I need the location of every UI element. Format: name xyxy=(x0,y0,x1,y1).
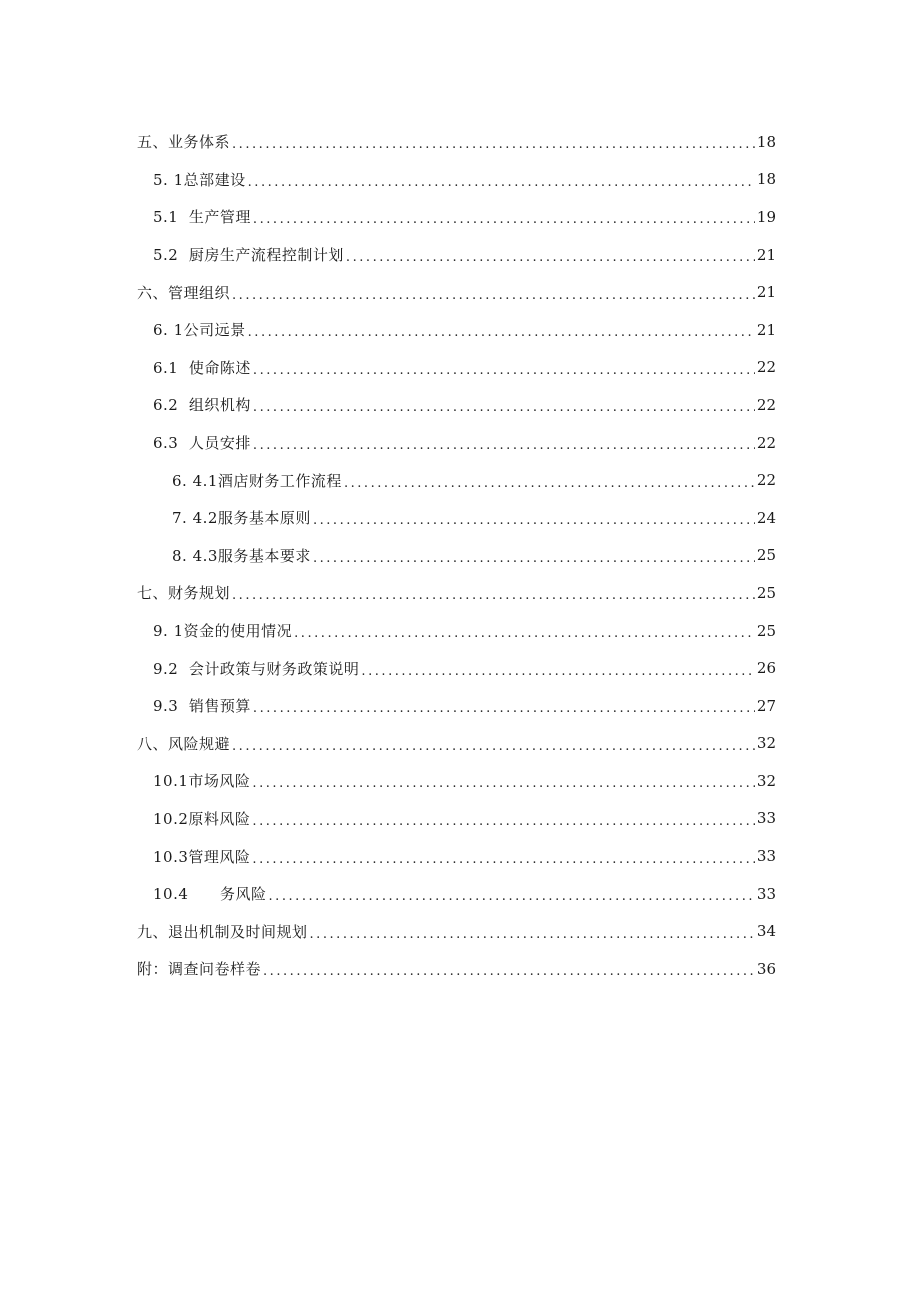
dot-leader xyxy=(253,212,755,227)
toc-entry[interactable] xyxy=(0,123,920,161)
toc-page-number: 32 xyxy=(756,734,776,753)
toc-entry-label: 五、业务体系 xyxy=(137,133,231,152)
dot-leader xyxy=(252,776,755,791)
toc-entry[interactable] xyxy=(0,424,920,462)
dot-leader xyxy=(269,889,755,904)
table-of-contents xyxy=(0,123,920,988)
toc-entry[interactable] xyxy=(0,386,920,424)
toc-entry[interactable] xyxy=(0,574,920,612)
toc-entry-label: 九、退出机制及时间规划 xyxy=(137,922,308,941)
toc-entry[interactable] xyxy=(0,461,920,499)
toc-entry[interactable] xyxy=(0,161,920,199)
toc-entry-label: 6.1 使命陈述 xyxy=(153,358,251,377)
toc-page-number: 21 xyxy=(756,245,776,264)
toc-page-number: 33 xyxy=(756,847,776,866)
toc-page-number: 18 xyxy=(756,170,776,189)
dot-leader xyxy=(253,400,755,415)
toc-page-number: 25 xyxy=(756,583,776,602)
dot-leader xyxy=(263,964,755,979)
toc-page-number: 25 xyxy=(756,621,776,640)
toc-page-number: 36 xyxy=(756,959,776,978)
toc-entry[interactable] xyxy=(0,537,920,575)
toc-entry[interactable] xyxy=(0,912,920,950)
toc-page-number: 22 xyxy=(756,433,776,452)
toc-entry[interactable] xyxy=(0,800,920,838)
toc-entry[interactable] xyxy=(0,837,920,875)
toc-entry-label: 5. 1总部建设 xyxy=(153,170,246,189)
toc-page-number: 22 xyxy=(756,358,776,377)
toc-page-number: 25 xyxy=(756,546,776,565)
toc-entry-label: 6.2 组织机构 xyxy=(153,396,251,415)
toc-page-number: 21 xyxy=(756,283,776,302)
toc-page-number: 24 xyxy=(756,508,776,527)
toc-page-number: 22 xyxy=(756,471,776,490)
toc-entry-label: 9.3 销售预算 xyxy=(153,697,251,716)
dot-leader xyxy=(313,551,755,566)
toc-entry-label: 7. 4.2服务基本原则 xyxy=(172,509,311,528)
toc-page-number: 21 xyxy=(756,320,776,339)
dot-leader xyxy=(253,363,755,378)
dot-leader xyxy=(232,588,755,603)
toc-entry[interactable] xyxy=(0,273,920,311)
toc-entry-label: 6. 4.1酒店财务工作流程 xyxy=(172,471,342,490)
toc-entry[interactable] xyxy=(0,311,920,349)
toc-entry-label: 七、财务规划 xyxy=(137,584,231,603)
dot-leader xyxy=(310,927,755,942)
toc-page-number: 27 xyxy=(756,696,776,715)
dot-leader xyxy=(248,325,755,340)
toc-entry[interactable] xyxy=(0,725,920,763)
dot-leader xyxy=(361,664,755,679)
dot-leader xyxy=(253,701,755,716)
toc-page-number: 22 xyxy=(756,395,776,414)
toc-entry-label: 6.3 人员安排 xyxy=(153,434,251,453)
toc-entry-label: 附：调查问卷样卷 xyxy=(137,960,262,979)
toc-page-number: 19 xyxy=(756,207,776,226)
dot-leader xyxy=(248,175,755,190)
toc-entry-label: 5.2 厨房生产流程控制计划 xyxy=(153,246,344,265)
dot-leader xyxy=(253,438,755,453)
toc-entry[interactable] xyxy=(0,687,920,725)
toc-entry[interactable] xyxy=(0,762,920,800)
toc-entry-label: 10.4 务风险 xyxy=(153,885,267,904)
toc-entry[interactable] xyxy=(0,612,920,650)
dot-leader xyxy=(252,852,755,867)
toc-entry-label: 六、管理组织 xyxy=(137,283,231,302)
toc-entry[interactable] xyxy=(0,198,920,236)
toc-entry[interactable] xyxy=(0,649,920,687)
dot-leader xyxy=(313,513,755,528)
toc-page-number: 18 xyxy=(756,132,776,151)
toc-entry[interactable] xyxy=(0,349,920,387)
toc-entry-label: 6. 1公司远景 xyxy=(153,321,246,340)
toc-entry[interactable] xyxy=(0,499,920,537)
toc-page-number: 33 xyxy=(756,884,776,903)
dot-leader xyxy=(232,137,755,152)
toc-entry-label: 10.2原料风险 xyxy=(153,809,251,828)
toc-entry[interactable] xyxy=(0,236,920,274)
dot-leader xyxy=(232,288,755,303)
toc-page-number: 34 xyxy=(756,922,776,941)
dot-leader xyxy=(346,250,755,265)
toc-entry-label: 8. 4.3服务基本要求 xyxy=(172,546,311,565)
toc-entry-label: 八、风险规避 xyxy=(137,734,231,753)
toc-entry-label: 10.3管理风险 xyxy=(153,847,251,866)
toc-page-number: 26 xyxy=(756,659,776,678)
toc-entry-label: 9.2 会计政策与财务政策说明 xyxy=(153,659,360,678)
toc-entry[interactable] xyxy=(0,875,920,913)
dot-leader xyxy=(294,626,755,641)
toc-entry[interactable] xyxy=(0,950,920,988)
toc-page-number: 32 xyxy=(756,771,776,790)
toc-entry-label: 5.1 生产管理 xyxy=(153,208,251,227)
dot-leader xyxy=(252,814,755,829)
dot-leader xyxy=(344,476,755,491)
toc-entry-label: 10.1市场风险 xyxy=(153,772,251,791)
dot-leader xyxy=(232,739,755,754)
toc-entry-label: 9. 1资金的使用情况 xyxy=(153,622,293,641)
toc-page-number: 33 xyxy=(756,809,776,828)
